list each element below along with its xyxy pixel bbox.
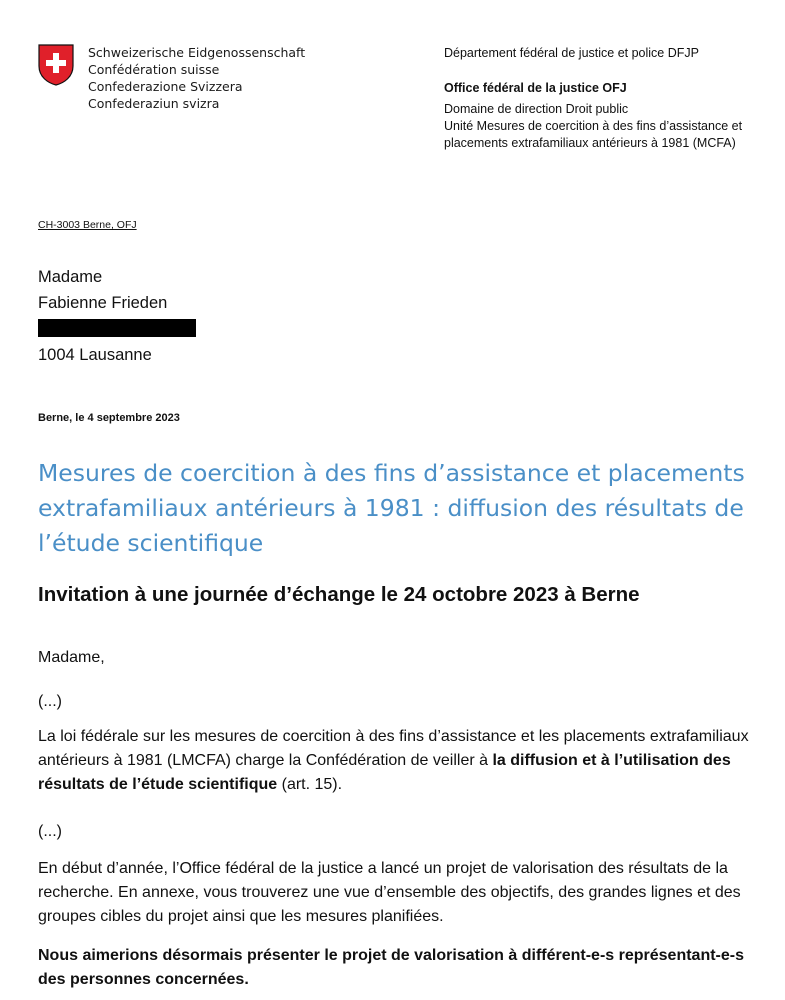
letter-date: Berne, le 4 septembre 2023 [38, 412, 180, 424]
title-line: Mesures de coercition à des fins d’assistance et placements [38, 459, 745, 487]
redacted-street-address [38, 319, 196, 337]
title-line: extrafamiliaux antérieurs à 1981 : diffusion des résultats de [38, 494, 744, 522]
title-line: l’étude scientifique [38, 529, 264, 557]
paragraph-project: En début d’année, l’Office fédéral de la justice a lancé un projet de valorisation des résultats de la recherche. En annexe, vous trouverez une vue d’ensemble des objectifs, des grandes lignes et des groupes cibles du projet ainsi que les mesures planifiées. [38, 860, 741, 925]
office-name: Office fédéral de la justice OFJ [444, 81, 627, 95]
paragraph-law [38, 725, 753, 797]
office-block [444, 80, 742, 152]
office-line: Unité Mesures de coercition à des fins d’assistance et [444, 119, 743, 133]
swiss-coat-of-arms-icon [38, 44, 74, 86]
office-line: Domaine de direction Droit public [444, 102, 629, 116]
salutation: Madame, [38, 649, 105, 666]
confederation-name-de: Schweizerische Eidgenossenschaft [88, 45, 306, 60]
recipient-city: 1004 Lausanne [38, 346, 152, 364]
confederation-names [88, 44, 305, 112]
confederation-name-rm: Confederaziun svizra [88, 96, 220, 111]
confederation-name-fr: Confédération suisse [88, 62, 220, 77]
letter-title [38, 456, 763, 561]
omission-marker: (...) [38, 693, 62, 710]
omission-marker: (...) [38, 823, 62, 840]
recipient-salutation: Madame [38, 268, 103, 286]
department-name: Département fédéral de justice et police DFJP [444, 46, 699, 60]
para1-end-text: (art. 15). [277, 776, 343, 793]
recipient-address [38, 264, 196, 368]
para1-bold-text: la diffusion et à l’utilisation des résultats de l’étude scientifique [38, 752, 731, 793]
sender-address: CH-3003 Berne, OFJ [38, 219, 137, 231]
recipient-name: Fabienne Frieden [38, 294, 168, 312]
confederation-name-it: Confederazione Svizzera [88, 79, 243, 94]
letter-subtitle: Invitation à une journée d’échange le 24 octobre 2023 à Berne [38, 583, 640, 606]
para1-text: La loi fédérale sur les mesures de coercition à des fins d’assistance et les placements extrafamiliaux antérieurs à 1981 (LMCFA) charge la Confédération de veiller à [38, 728, 749, 769]
paragraph-presentation: Nous aimerions désormais présenter le projet de valorisation à différent-e-s représentant-e-s des personnes concernées. [38, 947, 744, 988]
office-line: placements extrafamiliaux antérieurs à 1981 (MCFA) [444, 136, 736, 150]
